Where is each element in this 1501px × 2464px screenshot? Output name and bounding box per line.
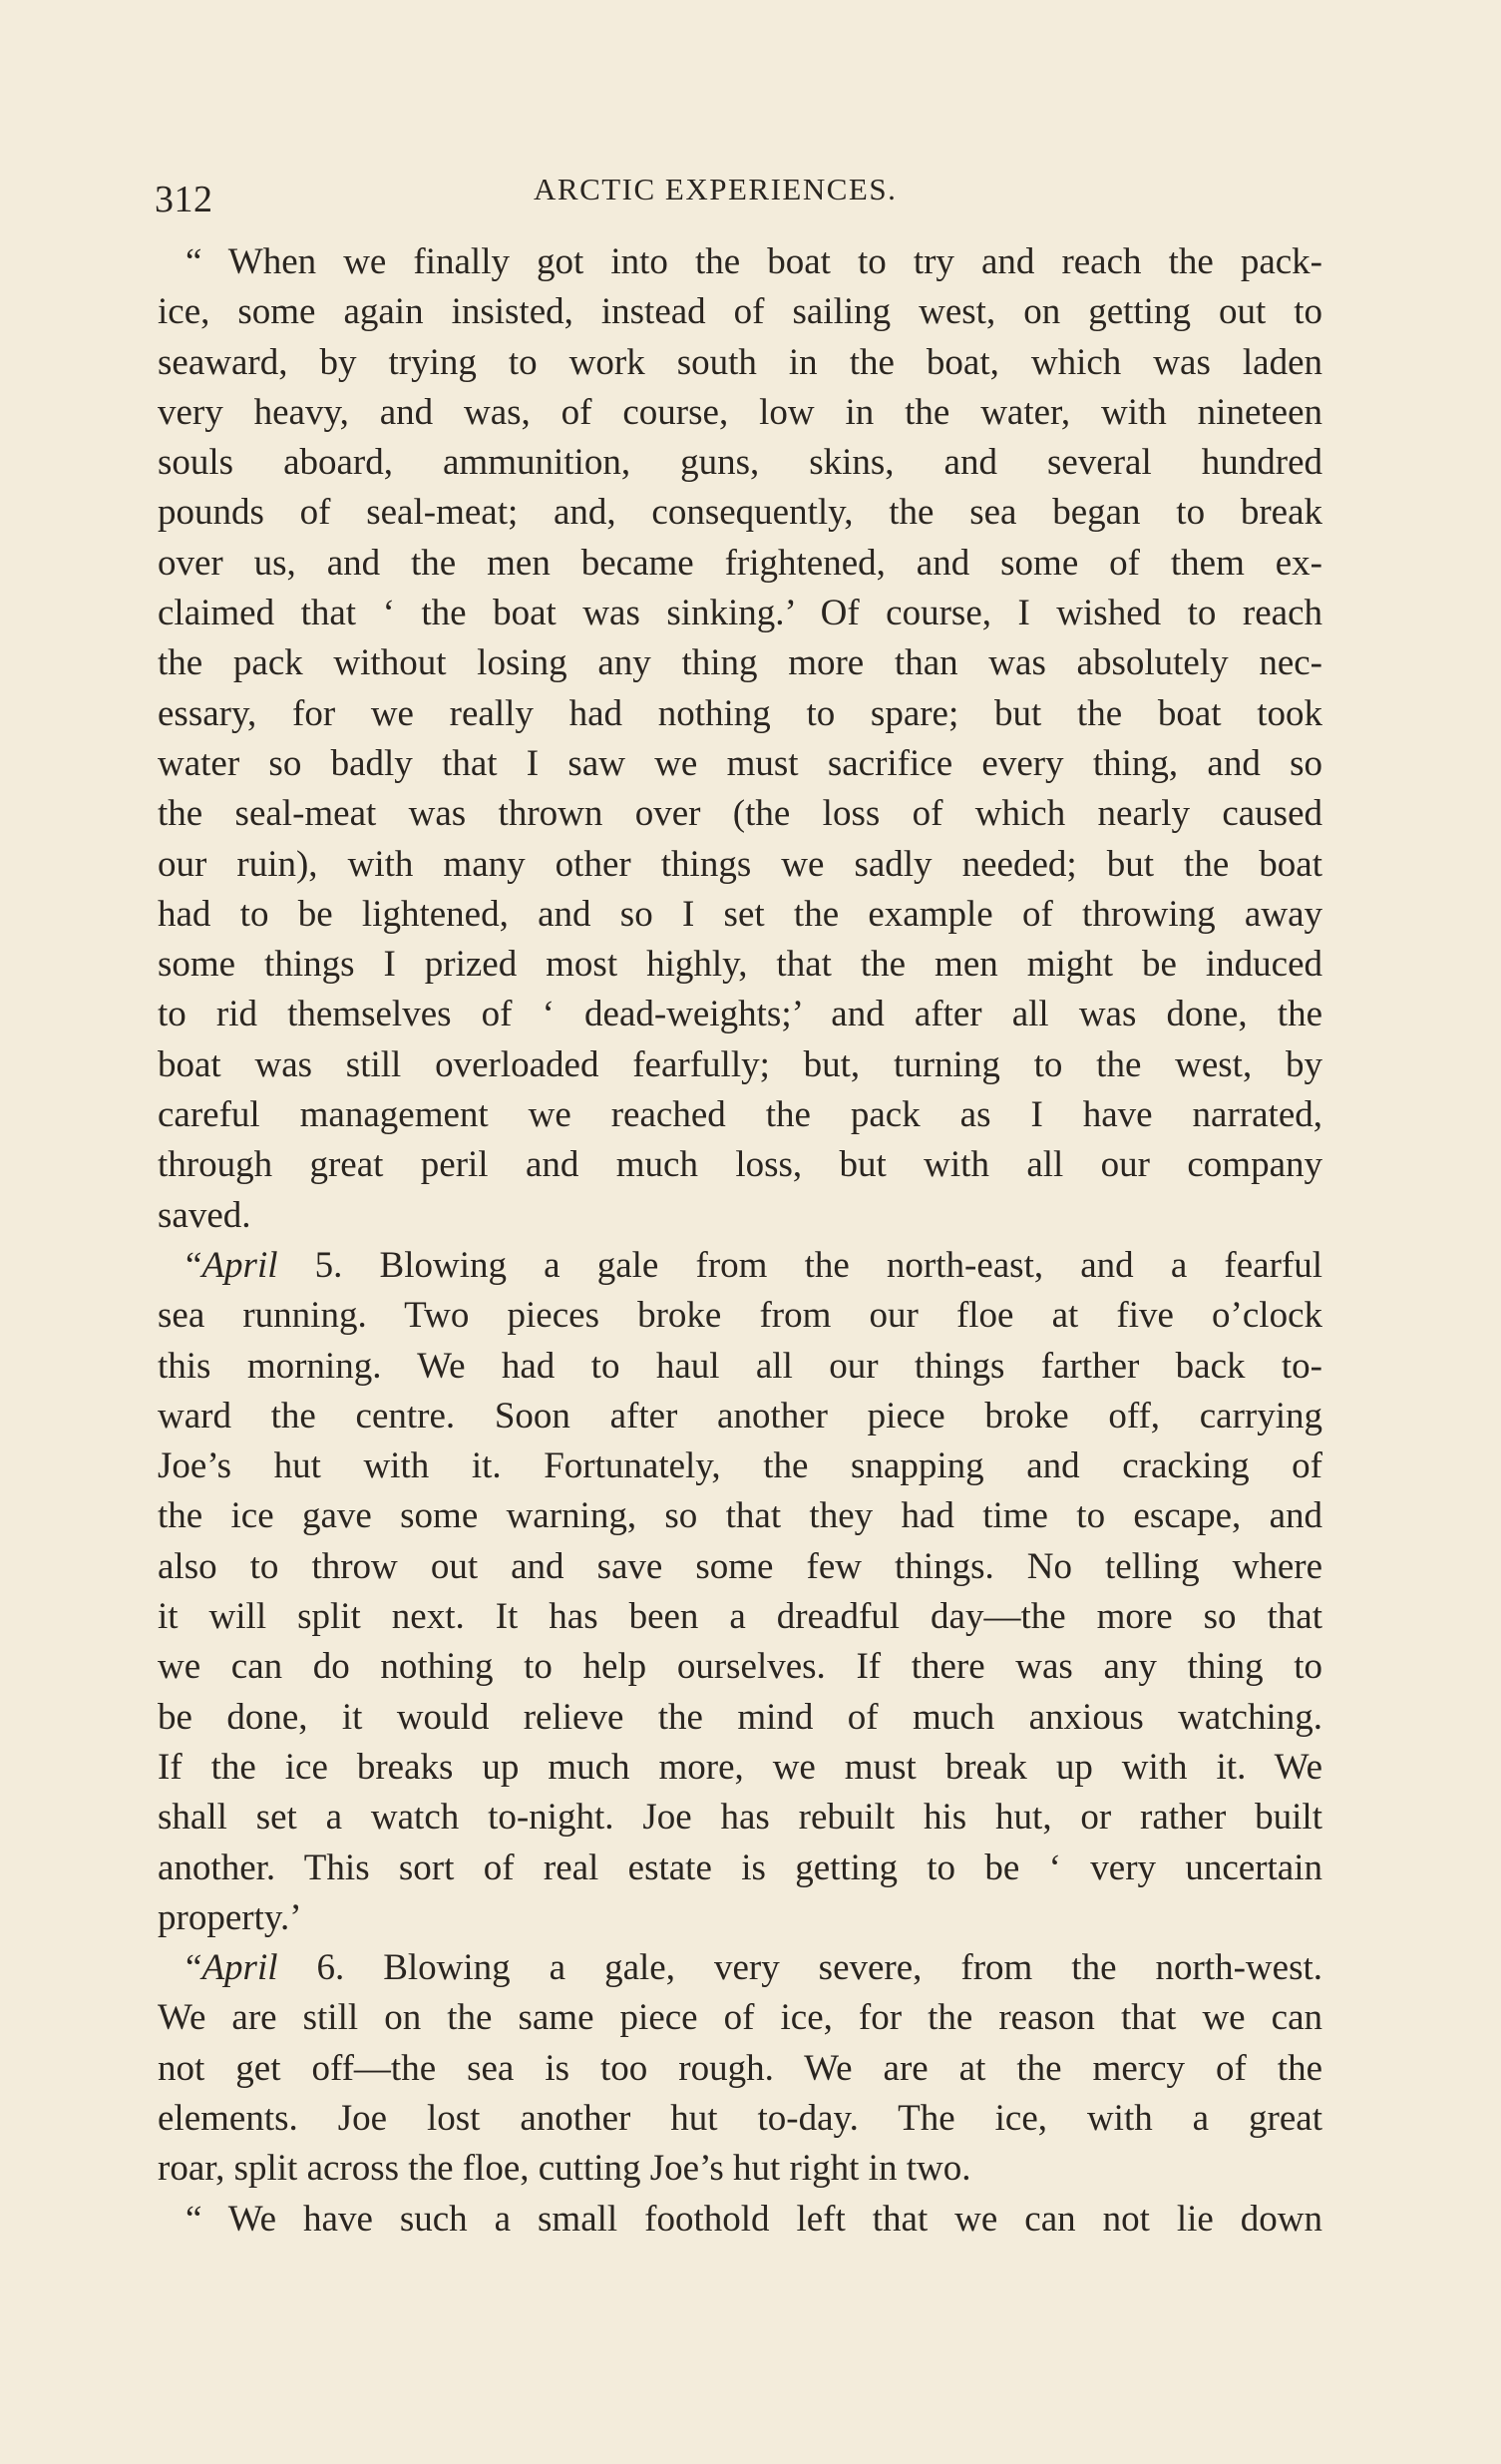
line-text: our ruin), with many other things we sadly needed; but the boat bbox=[158, 843, 1322, 885]
line-text: some things I prized most highly, that the men might be induced bbox=[158, 944, 1322, 986]
text-line bbox=[158, 1040, 1322, 1090]
line-text: ward the centre. Soon after another piece broke off, carrying bbox=[158, 1395, 1322, 1437]
page-number: 312 bbox=[155, 179, 213, 220]
text-line bbox=[158, 589, 1322, 638]
text-line bbox=[158, 1793, 1322, 1843]
line-text: essary, for we really had nothing to spare; but the boat took bbox=[158, 692, 1322, 734]
text-line bbox=[158, 539, 1322, 589]
text-line bbox=[158, 1893, 1322, 1943]
line-text: claimed that ‘ the boat was sinking.’ Of course, I wished to reach bbox=[158, 593, 1322, 634]
text-line bbox=[158, 438, 1322, 488]
text-line bbox=[158, 2094, 1322, 2144]
text-line bbox=[158, 1392, 1322, 1441]
line-text: “ When we finally got into the boat to try and reach the pack- bbox=[186, 241, 1322, 282]
page-header bbox=[155, 166, 1331, 225]
line-text: the pack without losing any thing more than was absolutely nec- bbox=[158, 642, 1322, 684]
text-line bbox=[158, 1241, 1322, 1291]
text-line bbox=[158, 789, 1322, 839]
line-text: water so badly that I saw we must sacrifice every thing, and so bbox=[158, 742, 1322, 784]
line-text: elements. Joe lost another hut to-day. The ice, with a great bbox=[158, 2097, 1322, 2139]
text-line bbox=[158, 237, 1322, 287]
text-line bbox=[158, 1090, 1322, 1140]
text-line bbox=[158, 338, 1322, 388]
text-line bbox=[158, 2195, 1322, 2245]
text-line bbox=[158, 1542, 1322, 1592]
line-text: this morning. We had to haul all our things farther back to- bbox=[158, 1345, 1322, 1387]
line-text: shall set a watch to-night. Joe has rebuilt his hut, or rather built bbox=[158, 1797, 1322, 1839]
line-text: pounds of seal-meat; and, consequently, the sea began to break bbox=[158, 492, 1322, 534]
text-line bbox=[158, 890, 1322, 940]
line-text: over us, and the men became frightened, and some of them ex- bbox=[158, 542, 1322, 584]
text-line bbox=[158, 2044, 1322, 2094]
line-text: boat was still overloaded fearfully; but, turning to the west, by bbox=[158, 1043, 1322, 1085]
text-line bbox=[158, 689, 1322, 739]
line-text: the seal-meat was thrown over (the loss of which nearly caused bbox=[158, 793, 1322, 835]
text-line bbox=[158, 1844, 1322, 1893]
line-text: very heavy, and was, of course, low in the water, with nineteen bbox=[158, 391, 1322, 433]
text-line bbox=[158, 1642, 1322, 1692]
line-text: had to be lightened, and so I set the example of throwing away bbox=[158, 893, 1322, 935]
text-line bbox=[158, 638, 1322, 688]
line-text: We are still on the same piece of ice, for the reason that we can bbox=[158, 1997, 1322, 2039]
line-text: “ bbox=[186, 1947, 202, 1989]
text-line bbox=[158, 2144, 1322, 2194]
running-head: ARCTIC EXPERIENCES. bbox=[534, 172, 898, 206]
line-text: not get off—the sea is too rough. We are at the mercy of the bbox=[158, 2047, 1322, 2089]
text-line bbox=[158, 1993, 1322, 2043]
line-text: “ bbox=[186, 1244, 202, 1286]
line-text: 5. Blowing a gale from the north-east, and a fearful bbox=[277, 1244, 1322, 1286]
text-line bbox=[158, 1943, 1322, 1993]
line-text: through great peril and much loss, but with all our company bbox=[158, 1144, 1322, 1186]
line-text: to rid themselves of ‘ dead-weights;’ and after all was done, the bbox=[158, 994, 1322, 1035]
entry-date: April bbox=[201, 1947, 278, 1989]
text-line bbox=[158, 1191, 1322, 1241]
line-text: Joe’s hut with it. Fortunately, the snapping and cracking of bbox=[158, 1445, 1322, 1487]
text-line bbox=[158, 1342, 1322, 1392]
text-line bbox=[158, 1743, 1322, 1793]
line-text: If the ice breaks up much more, we must break up with it. We bbox=[158, 1746, 1322, 1788]
entry-date: April bbox=[201, 1244, 278, 1286]
line-text: sea running. Two pieces broke from our floe at five o’clock bbox=[158, 1295, 1322, 1337]
text-line bbox=[158, 287, 1322, 337]
text-line bbox=[158, 1291, 1322, 1341]
line-text: seaward, by trying to work south in the boat, which was laden bbox=[158, 341, 1322, 383]
line-text: we can do nothing to help ourselves. If there was any thing to bbox=[158, 1646, 1322, 1688]
line-text: 6. Blowing a gale, very severe, from the north-west. bbox=[277, 1947, 1322, 1989]
text-line bbox=[158, 488, 1322, 538]
text-line bbox=[158, 840, 1322, 890]
line-text: ice, some again insisted, instead of sailing west, on getting out to bbox=[158, 291, 1322, 333]
text-line bbox=[158, 388, 1322, 438]
text-line bbox=[158, 1592, 1322, 1642]
line-text: be done, it would relieve the mind of much anxious watching. bbox=[158, 1696, 1322, 1738]
text-line bbox=[158, 739, 1322, 789]
line-text: also to throw out and save some few things. No telling where bbox=[158, 1545, 1322, 1587]
line-text: another. This sort of real estate is getting to be ‘ very uncertain bbox=[158, 1847, 1322, 1888]
text-line bbox=[158, 1491, 1322, 1541]
line-text: careful management we reached the pack as I have narrated, bbox=[158, 1094, 1322, 1136]
text-line bbox=[158, 1693, 1322, 1743]
text-line bbox=[158, 1441, 1322, 1491]
line-text: saved. bbox=[158, 1194, 251, 1236]
text-line bbox=[158, 990, 1322, 1039]
line-text: the ice gave some warning, so that they had time to escape, and bbox=[158, 1495, 1322, 1537]
body-text bbox=[158, 237, 1322, 2245]
line-text: roar, split across the floe, cutting Joe’s hut right in two. bbox=[158, 2148, 971, 2190]
line-text: it will split next. It has been a dreadful day—the more so that bbox=[158, 1596, 1322, 1638]
line-text: property.’ bbox=[158, 1896, 302, 1938]
line-text: “ We have such a small foothold left that we can not lie down bbox=[186, 2198, 1322, 2240]
text-line bbox=[158, 940, 1322, 990]
text-line bbox=[158, 1140, 1322, 1190]
line-text: souls aboard, ammunition, guns, skins, and several hundred bbox=[158, 442, 1322, 484]
